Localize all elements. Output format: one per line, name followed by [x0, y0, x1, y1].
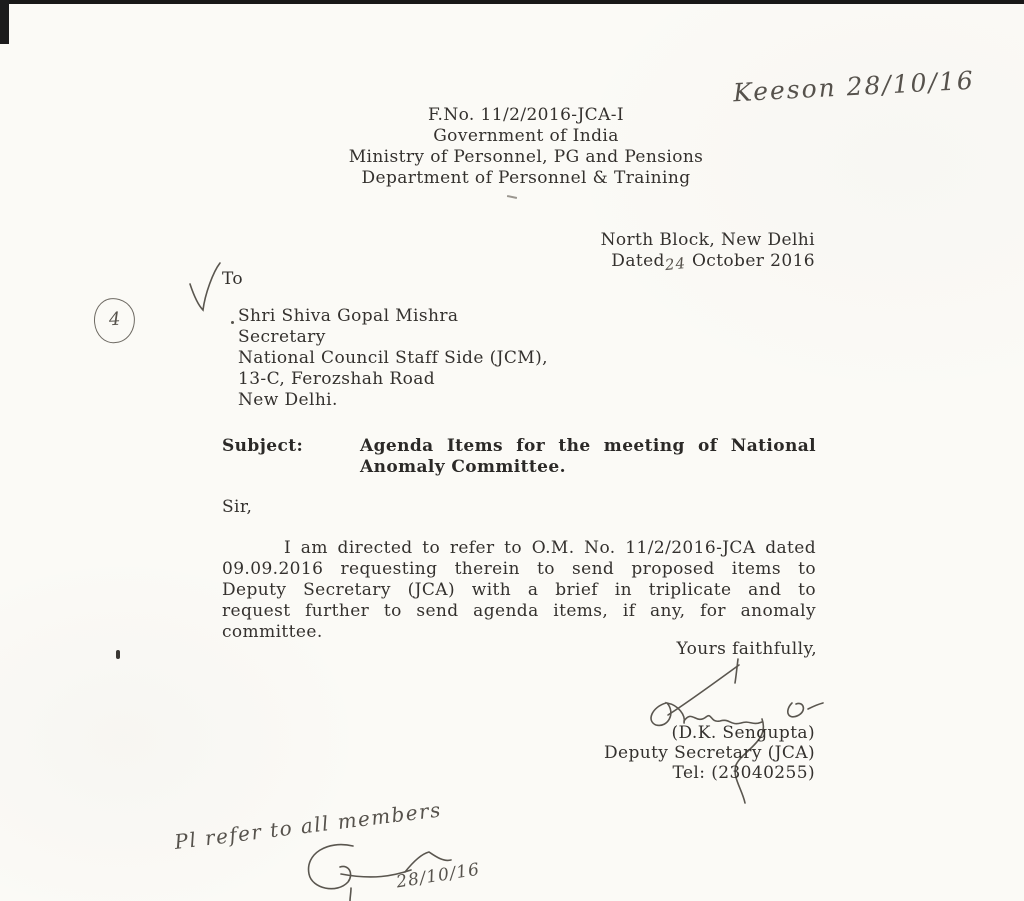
dateline — [517, 230, 815, 275]
government-line: Government of India — [433, 126, 619, 146]
date-line — [517, 251, 815, 275]
signature-block — [517, 723, 815, 783]
handwritten-bottom-date: 28/10/16 — [394, 859, 482, 893]
subject-row — [222, 436, 816, 478]
scan-artifact-speck — [116, 650, 120, 659]
signatory-name: (D.K. Sengupta) — [671, 723, 815, 743]
letterhead — [14, 105, 1024, 189]
scan-artifact-top-edge — [0, 0, 1024, 4]
margin-circled-number — [92, 296, 137, 345]
margin-number-text: 4 — [108, 308, 121, 331]
recipient-name: Shri Shiva Gopal Mishra — [238, 306, 459, 326]
scan-artifact-corner-bar — [0, 0, 9, 44]
department-line: Department of Personnel & Training — [361, 168, 691, 188]
handwritten-bottom-note: Pl refer to all members — [173, 797, 444, 854]
salutation: Sir, — [222, 497, 253, 517]
handwritten-day: 24 — [663, 253, 687, 275]
subject-label: Subject: — [222, 436, 304, 456]
signatory-phone: Tel: (23040255) — [672, 763, 815, 783]
subject-text: Agenda Items for the meeting of National Anomaly Committee. — [360, 436, 816, 477]
ministry-line: Ministry of Personnel, PG and Pensions — [348, 147, 704, 167]
recipient-designation: Secretary — [238, 327, 326, 347]
recipient-address — [238, 306, 548, 411]
check-mark-icon — [186, 260, 222, 312]
scan-artifact-dot — [231, 321, 234, 324]
to-label: To — [222, 269, 244, 289]
signatory-designation: Deputy Secretary (JCA) — [603, 743, 815, 763]
recipient-city: New Delhi. — [238, 390, 338, 410]
handwritten-initials-date: Keeson 28/10/16 — [732, 65, 976, 108]
body-paragraph: I am directed to refer to O.M. No. 11/2/2016-JCA dated 09.09.2016 requesting therein to send proposed items to Deputy Secretary (JCA) with a brief in triplicate and to request further to send agenda items, if any, for anomaly committee. — [222, 538, 816, 642]
valediction: Yours faithfully, — [676, 639, 817, 659]
recipient-street: 13-C, Ferozshah Road — [238, 369, 436, 389]
scan-artifact-dash — [507, 195, 517, 199]
recipient-organisation: National Council Staff Side (JCM), — [238, 348, 548, 368]
dated-prefix: Dated — [611, 251, 665, 271]
dated-suffix: October 2016 — [691, 251, 815, 271]
file-number: F.No. 11/2/2016-JCA-I — [427, 105, 625, 125]
place-line: North Block, New Delhi — [600, 230, 815, 250]
